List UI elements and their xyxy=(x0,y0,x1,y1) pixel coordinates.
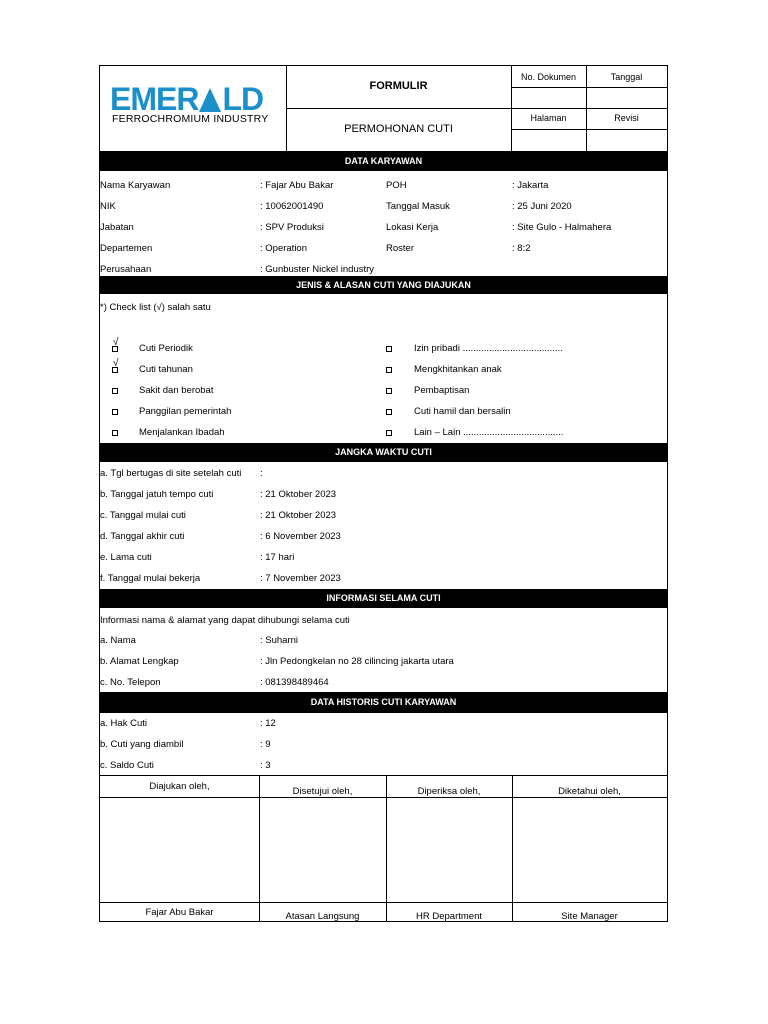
logo-triangle-icon xyxy=(199,88,221,112)
leave-option-label: Menjalankan Ibadah xyxy=(139,427,225,438)
leave-option-label: Sakit dan berobat xyxy=(139,385,214,396)
logo-subtitle: FERROCHROMIUM INDUSTRY xyxy=(112,113,269,125)
leave-entitlement-label: a. Hak Cuti xyxy=(100,718,147,729)
leave-balance-label: c. Saldo Cuti xyxy=(100,760,154,771)
leave-option-label: Panggilan pemerintah xyxy=(139,406,232,417)
contact-name-value: : Suharni xyxy=(260,635,299,646)
end-date-label: d. Tanggal akhir cuti xyxy=(100,531,185,542)
duration-value: : 17 hari xyxy=(260,552,295,563)
doc-number-label: No. Dokumen xyxy=(520,72,577,82)
check-mark-icon: √ xyxy=(113,358,119,369)
position-label: Jabatan xyxy=(100,222,134,233)
form-title: FORMULIR xyxy=(369,80,428,92)
leave-option-label: Pembaptisan xyxy=(414,385,470,396)
revision-label: Revisi xyxy=(614,113,639,123)
leave-option-label: Mengkhitankan anak xyxy=(414,364,502,375)
leave-taken-value: : 9 xyxy=(260,739,271,750)
checklist-instruction: *) Check list (√) salah satu xyxy=(100,302,211,313)
signature-name-checker: HR Department xyxy=(416,911,482,922)
roster-label: Roster xyxy=(386,243,414,254)
leave-option-label: Izin pribadi ...................................... xyxy=(414,343,563,354)
start-date-value: : 21 Oktober 2023 xyxy=(260,510,337,521)
poh-value: : Jakarta xyxy=(512,180,549,191)
department-value: : Operation xyxy=(260,243,307,254)
due-date-label: b. Tanggal jatuh tempo cuti xyxy=(100,489,214,500)
leave-taken-label: b. Cuti yang diambil xyxy=(100,739,184,750)
leave-option-checkbox-left-2[interactable] xyxy=(112,388,118,394)
return-date-value: : xyxy=(260,468,263,479)
employee-name-label: Nama Karyawan xyxy=(100,180,171,191)
check-mark-icon: √ xyxy=(113,337,119,348)
signature-name-approver: Atasan Langsung xyxy=(285,911,360,922)
company-value: : Gunbuster Nickel industry xyxy=(260,264,375,275)
signature-header-acknowledger: Diketahui oleh, xyxy=(558,786,621,797)
employee-name-value: : Fajar Abu Bakar xyxy=(260,180,334,191)
department-label: Departemen xyxy=(100,243,153,254)
contact-name-label: a. Nama xyxy=(100,635,136,646)
page-label: Halaman xyxy=(530,113,567,123)
contact-phone-label: c. No. Telepon xyxy=(100,677,161,688)
section-jangka-waktu: JANGKA WAKTU CUTI xyxy=(100,443,667,462)
hire-date-value: : 25 Juni 2020 xyxy=(512,201,572,212)
return-date-label: a. Tgl bertugas di site setelah cuti xyxy=(100,468,242,479)
leave-option-checkbox-left-3[interactable] xyxy=(112,409,118,415)
section-jenis-cuti: JENIS & ALASAN CUTI YANG DIAJUKAN xyxy=(100,276,667,294)
contact-phone-value: : 081398489464 xyxy=(260,677,329,688)
section-informasi: INFORMASI SELAMA CUTI xyxy=(100,589,667,608)
leave-option-label: Lain – Lain ...................................... xyxy=(414,427,564,438)
hire-date-label: Tanggal Masuk xyxy=(386,201,450,212)
leave-option-checkbox-right-2[interactable] xyxy=(386,388,392,394)
leave-option-checkbox-right-4[interactable] xyxy=(386,430,392,436)
signature-header-approver: Disetujui oleh, xyxy=(292,786,353,797)
contact-intro: Informasi nama & alamat yang dapat dihubungi selama cuti xyxy=(100,615,350,626)
leave-option-checkbox-right-3[interactable] xyxy=(386,409,392,415)
leave-option-label: Cuti hamil dan bersalin xyxy=(414,406,511,417)
leave-option-checkbox-right-0[interactable] xyxy=(386,346,392,352)
end-date-value: : 6 November 2023 xyxy=(260,531,341,542)
signature-name-acknowledger: Site Manager xyxy=(561,911,618,922)
duration-label: e. Lama cuti xyxy=(100,552,152,563)
due-date-value: : 21 Oktober 2023 xyxy=(260,489,337,500)
leave-request-form xyxy=(99,65,668,922)
work-location-value: : Site Gulo - Halmahera xyxy=(512,222,612,233)
leave-option-label: Cuti tahunan xyxy=(139,364,193,375)
logo-wordmark: EMER LD xyxy=(110,81,264,117)
poh-label: POH xyxy=(386,180,407,191)
leave-option-label: Cuti Periodik xyxy=(139,343,193,354)
start-date-label: c. Tanggal mulai cuti xyxy=(100,510,186,521)
leave-balance-value: : 3 xyxy=(260,760,271,771)
contact-address-label: b. Alamat Lengkap xyxy=(100,656,179,667)
signature-header-applicant: Diajukan oleh, xyxy=(149,781,210,792)
resume-work-value: : 7 November 2023 xyxy=(260,573,341,584)
signature-name-applicant: Fajar Abu Bakar xyxy=(145,907,214,918)
resume-work-label: f. Tanggal mulai bekerja xyxy=(100,573,201,584)
section-historis: DATA HISTORIS CUTI KARYAWAN xyxy=(100,692,667,713)
nik-value: : 10062001490 xyxy=(260,201,324,212)
nik-label: NIK xyxy=(100,201,116,212)
company-label: Perusahaan xyxy=(100,264,152,275)
leave-option-checkbox-left-4[interactable] xyxy=(112,430,118,436)
date-label: Tanggal xyxy=(610,72,643,82)
position-value: : SPV Produksi xyxy=(260,222,324,233)
leave-entitlement-value: : 12 xyxy=(260,718,276,729)
leave-option-checkbox-right-1[interactable] xyxy=(386,367,392,373)
roster-value: : 8:2 xyxy=(512,243,531,254)
section-data-karyawan: DATA KARYAWAN xyxy=(100,151,667,171)
work-location-label: Lokasi Kerja xyxy=(386,222,439,233)
form-subtitle: PERMOHONAN CUTI xyxy=(344,123,453,135)
signature-header-checker: Diperiksa oleh, xyxy=(417,786,481,797)
contact-address-value: : Jln Pedongkelan no 28 cilincing jakarta utara xyxy=(260,656,454,667)
